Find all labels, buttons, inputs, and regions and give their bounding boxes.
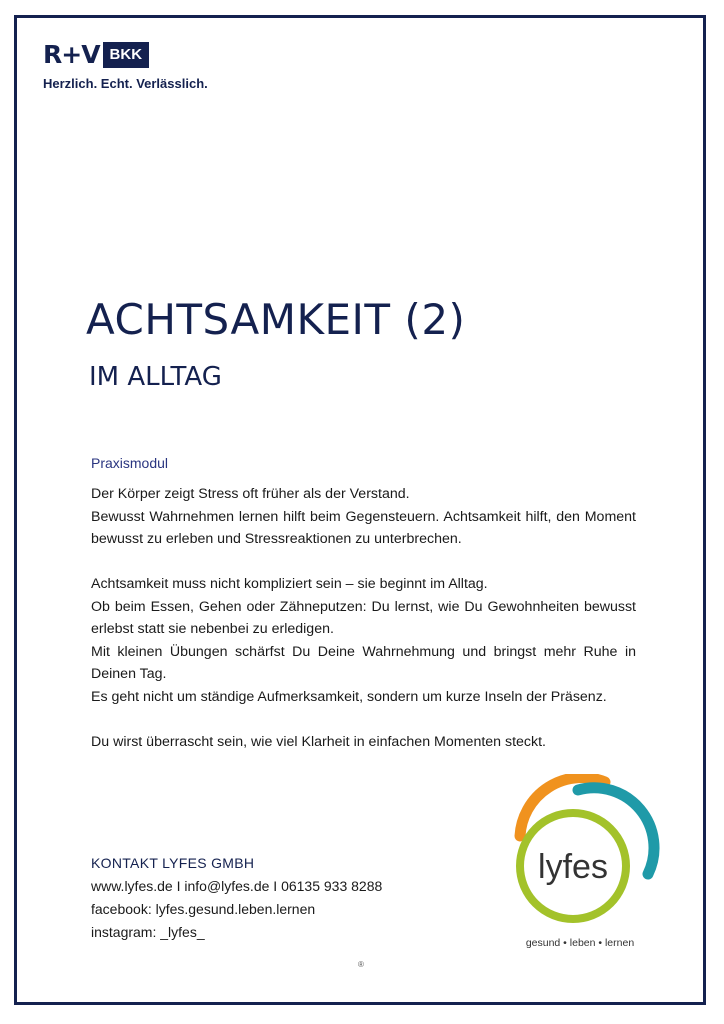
paragraph: Der Körper zeigt Stress oft früher als der Verstand. — [91, 486, 410, 502]
page-subtitle: IM ALLTAG — [89, 362, 222, 392]
paragraph: Du wirst überrascht sein, wie viel Klarheit in einfachen Momenten steckt. — [91, 733, 546, 750]
contact-web-email-phone[interactable]: www.lyfes.de I info@lyfes.de I 06135 933 8288 — [91, 878, 383, 894]
page-title: ACHTSAMKEIT (2) — [86, 295, 466, 344]
logo-bkk-badge: BKK — [103, 42, 150, 68]
registered-mark: ® — [358, 960, 364, 969]
rv-bkk-logo-mark — [43, 42, 208, 68]
paragraph: Achtsamkeit muss nicht kompliziert sein – sie beginnt im Alltag. — [91, 576, 488, 592]
lyfes-wordmark: lyfes — [538, 848, 608, 886]
lyfes-logo — [510, 774, 660, 954]
paragraph: Ob beim Essen, Gehen oder Zähneputzen: Du lernst, wie Du Gewohnheiten bewusst erlebst statt sie nebenbei zu erledigen. — [91, 598, 636, 637]
contact-instagram[interactable]: instagram: _lyfes_ — [91, 924, 205, 940]
contact-title: KONTAKT LYFES GMBH — [91, 855, 255, 871]
contact-facebook[interactable]: facebook: lyfes.gesund.leben.lernen — [91, 901, 316, 917]
rv-bkk-logo — [43, 42, 208, 91]
module-label: Praxismodul — [91, 455, 169, 471]
logo-rv-text: R+V — [43, 40, 100, 69]
paragraph: Mit kleinen Übungen schärfst Du Deine Wahrnehmung und bringst mehr Ruhe in Deinen Tag. — [91, 643, 636, 682]
paragraph: Bewusst Wahrnehmen lernen hilft beim Gegensteuern. Achtsamkeit hilft, den Moment bewusst zu erleben und Stressreaktionen zu unterbrechen. — [91, 508, 636, 547]
paragraph: Es geht nicht um ständige Aufmerksamkeit, sondern um kurze Inseln der Präsenz. — [91, 688, 607, 705]
contact-block — [91, 852, 382, 944]
body-text — [91, 483, 636, 753]
lyfes-slogan: gesund • leben • lernen — [525, 937, 635, 949]
logo-tagline: Herzlich. Echt. Verlässlich. — [43, 76, 208, 91]
